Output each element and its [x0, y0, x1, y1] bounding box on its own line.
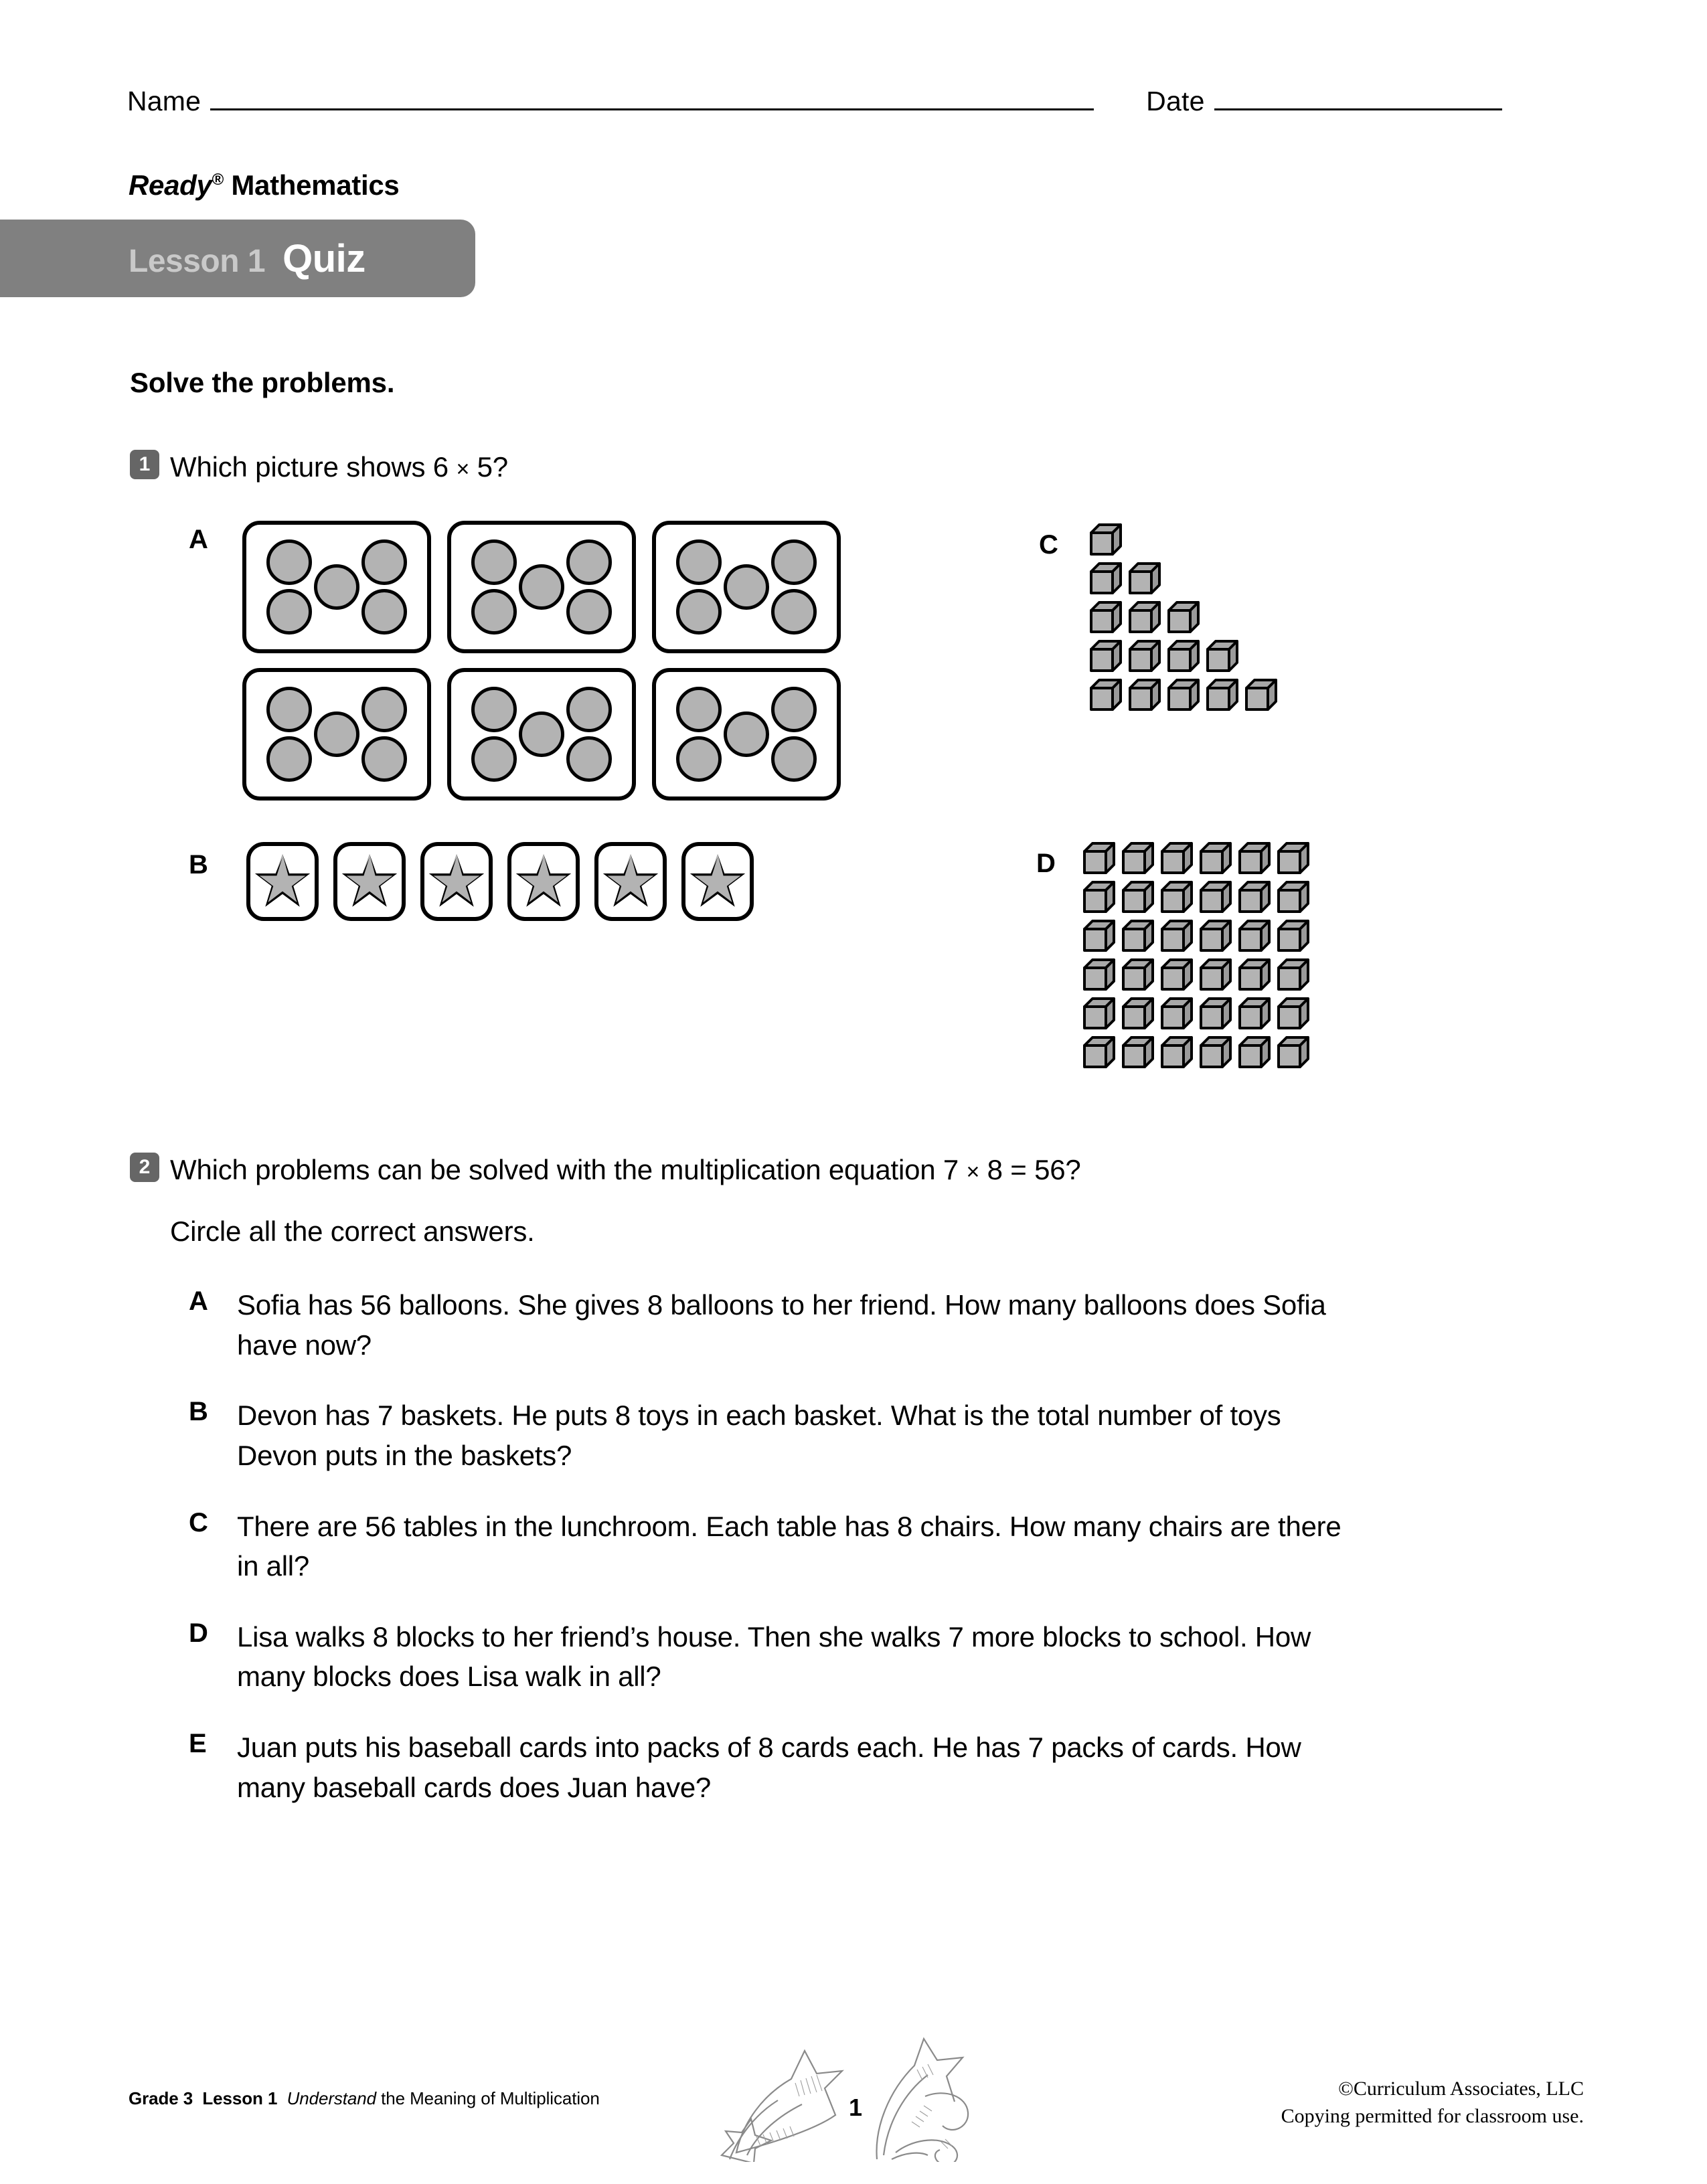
- question-2-option[interactable]: [189, 1285, 1447, 1365]
- cube-icon: [1167, 677, 1201, 711]
- cube-icon: [1167, 639, 1201, 672]
- question-2-option[interactable]: [189, 1396, 1447, 1475]
- dot-card[interactable]: [652, 521, 841, 653]
- cube-row: [1083, 996, 1311, 1029]
- cube-icon: [1129, 639, 1162, 672]
- cube-icon: [1090, 522, 1123, 556]
- page-number: 1: [849, 2094, 863, 2121]
- dot-icon: [361, 736, 407, 782]
- q2-option-letter[interactable]: C: [189, 1507, 208, 1537]
- cube-icon: [1083, 879, 1117, 913]
- registered-mark-icon: ®: [212, 171, 224, 189]
- cube-icon: [1161, 879, 1194, 913]
- banner-lesson-label: Lesson 1: [129, 243, 266, 279]
- cube-icon: [1200, 879, 1233, 913]
- cube-icon: [1277, 918, 1311, 952]
- cube-icon: [1238, 1035, 1272, 1068]
- dot-card[interactable]: [652, 668, 841, 801]
- dot-icon: [676, 539, 722, 585]
- cube-icon: [1129, 677, 1162, 711]
- footer-lesson: Lesson 1: [202, 2088, 278, 2108]
- star-icon: [515, 853, 572, 910]
- question-1-number-badge: 1: [130, 450, 159, 479]
- cube-row: [1090, 677, 1279, 711]
- cube-icon: [1129, 561, 1162, 594]
- dot-icon: [471, 687, 517, 732]
- banner-inner: [0, 236, 365, 281]
- question-2-stem-after: 8 = 56?: [987, 1154, 1081, 1185]
- cube-icon: [1277, 1035, 1311, 1068]
- footer-title-italic: Understand: [287, 2088, 376, 2108]
- question-2: [130, 1153, 1081, 1188]
- star-icon: [254, 853, 311, 910]
- dot-icon: [566, 539, 612, 585]
- question-1: [130, 450, 508, 485]
- cube-icon: [1129, 600, 1162, 633]
- cube-icon: [1277, 879, 1311, 913]
- dot-icon: [771, 687, 817, 732]
- cube-icon: [1090, 561, 1123, 594]
- question-2-subdirection: Circle all the correct answers.: [170, 1215, 535, 1247]
- dot-icon: [566, 687, 612, 732]
- star-icon: [689, 853, 746, 910]
- cube-icon: [1238, 879, 1272, 913]
- cube-icon: [1122, 879, 1155, 913]
- dot-icon: [771, 736, 817, 782]
- cube-row: [1090, 639, 1279, 672]
- footer-lesson-info: [129, 2088, 600, 2109]
- cube-row: [1090, 600, 1279, 633]
- dot-icon: [771, 589, 817, 635]
- cube-row: [1090, 522, 1279, 556]
- q1-option-c-letter[interactable]: C: [1039, 530, 1058, 560]
- cube-icon: [1122, 841, 1155, 874]
- cube-row: [1090, 561, 1279, 594]
- multiplication-sign-icon: ×: [966, 1159, 980, 1185]
- cube-row: [1083, 841, 1311, 874]
- brand-name: Ready: [129, 169, 212, 201]
- dot-icon: [361, 589, 407, 635]
- footer-title-rest: the Meaning of Multiplication: [381, 2088, 600, 2108]
- cube-icon: [1277, 996, 1311, 1029]
- cube-icon: [1083, 957, 1117, 991]
- cube-icon: [1200, 996, 1233, 1029]
- q2-option-text: There are 56 tables in the lunchroom. Each table has 8 chairs. How many chairs are there in all?: [237, 1510, 1342, 1582]
- cube-icon: [1161, 841, 1194, 874]
- dot-icon: [471, 589, 517, 635]
- q2-option-letter[interactable]: E: [189, 1729, 207, 1758]
- cube-icon: [1090, 677, 1123, 711]
- cube-row: [1083, 879, 1311, 913]
- star-card[interactable]: [246, 842, 319, 921]
- copyright-line-1: ©Curriculum Associates, LLC: [1338, 2078, 1584, 2100]
- dot-icon: [471, 539, 517, 585]
- question-2-option[interactable]: [189, 1617, 1447, 1697]
- dot-icon: [314, 711, 359, 757]
- dot-icon: [566, 589, 612, 635]
- question-1-stem-after: 5?: [477, 451, 508, 483]
- dot-icon: [314, 564, 359, 610]
- dot-card-row: [242, 668, 841, 801]
- question-2-stem: [170, 1153, 1081, 1188]
- q2-option-letter[interactable]: B: [189, 1397, 208, 1427]
- star-card[interactable]: [507, 842, 580, 921]
- q2-option-text: Sofia has 56 balloons. She gives 8 balloons to her friend. How many balloons does Sofia have now?: [237, 1289, 1326, 1361]
- star-icon: [341, 853, 398, 910]
- cube-row: [1083, 957, 1311, 991]
- cube-icon: [1206, 677, 1240, 711]
- question-2-option[interactable]: [189, 1507, 1447, 1586]
- dot-icon: [266, 539, 312, 585]
- cube-icon: [1238, 918, 1272, 952]
- cube-icon: [1200, 1035, 1233, 1068]
- brand-title: [129, 169, 399, 201]
- star-card[interactable]: [420, 842, 493, 921]
- q2-option-text: Devon has 7 baskets. He puts 8 toys in each basket. What is the total number of toys Devon puts in the baskets?: [237, 1400, 1281, 1471]
- banner-quiz-label: Quiz: [282, 236, 365, 280]
- star-swoosh-decoration-icon: [716, 2021, 984, 2162]
- dot-icon: [361, 687, 407, 732]
- q1-option-c-cube-staircase[interactable]: [1090, 522, 1279, 711]
- cube-icon: [1161, 918, 1194, 952]
- name-date-row: [127, 86, 1587, 117]
- q1-option-d-cube-array[interactable]: [1083, 841, 1311, 1068]
- question-1-stem: [170, 450, 508, 485]
- copyright-notice: [1281, 2075, 1584, 2130]
- star-icon: [428, 853, 485, 910]
- cube-icon: [1277, 841, 1311, 874]
- dot-icon: [519, 711, 564, 757]
- question-2-stem-before: Which problems can be solved with the multiplication equation 7: [170, 1154, 959, 1185]
- dot-icon: [724, 564, 769, 610]
- cube-icon: [1122, 1035, 1155, 1068]
- star-card[interactable]: [594, 842, 667, 921]
- dot-icon: [266, 687, 312, 732]
- cube-row: [1083, 1035, 1311, 1068]
- dot-card-row: [242, 521, 841, 653]
- cube-icon: [1238, 996, 1272, 1029]
- q2-option-letter[interactable]: A: [189, 1286, 208, 1316]
- q1-option-b-star-cards[interactable]: [246, 842, 754, 921]
- dot-card[interactable]: [447, 668, 636, 801]
- cube-icon: [1200, 841, 1233, 874]
- name-input-line[interactable]: [210, 108, 1094, 110]
- dot-icon: [361, 539, 407, 585]
- lesson-quiz-banner: [0, 220, 475, 297]
- q1-option-b-letter[interactable]: B: [189, 850, 208, 879]
- directions-heading: Solve the problems.: [130, 367, 395, 398]
- cube-icon: [1277, 957, 1311, 991]
- cube-icon: [1122, 996, 1155, 1029]
- cube-icon: [1200, 957, 1233, 991]
- cube-icon: [1083, 1035, 1117, 1068]
- cube-icon: [1161, 957, 1194, 991]
- question-1-stem-before: Which picture shows 6: [170, 451, 449, 483]
- dot-icon: [266, 736, 312, 782]
- cube-icon: [1083, 841, 1117, 874]
- cube-icon: [1083, 996, 1117, 1029]
- dot-icon: [676, 687, 722, 732]
- cube-icon: [1206, 639, 1240, 672]
- star-card[interactable]: [333, 842, 406, 921]
- cube-icon: [1200, 918, 1233, 952]
- cube-icon: [1090, 600, 1123, 633]
- star-card[interactable]: [681, 842, 754, 921]
- cube-icon: [1238, 841, 1272, 874]
- dot-icon: [519, 564, 564, 610]
- question-2-number-badge: 2: [130, 1153, 159, 1182]
- dot-card[interactable]: [242, 521, 431, 653]
- q1-option-a-dot-cards[interactable]: [242, 521, 841, 801]
- dot-icon: [266, 589, 312, 635]
- star-icon: [602, 853, 659, 910]
- name-label: Name: [127, 86, 201, 116]
- dot-icon: [471, 736, 517, 782]
- cube-icon: [1161, 996, 1194, 1029]
- copyright-line-2: Copying permitted for classroom use.: [1281, 2105, 1584, 2128]
- dot-icon: [771, 539, 817, 585]
- multiplication-sign-icon: ×: [456, 456, 470, 482]
- date-label: Date: [1146, 86, 1205, 116]
- cube-icon: [1161, 1035, 1194, 1068]
- q2-option-letter[interactable]: D: [189, 1618, 208, 1648]
- dot-icon: [566, 736, 612, 782]
- date-input-line[interactable]: [1214, 108, 1502, 110]
- cube-icon: [1122, 957, 1155, 991]
- cube-icon: [1167, 600, 1201, 633]
- cube-row: [1083, 918, 1311, 952]
- dot-card[interactable]: [447, 521, 636, 653]
- q2-option-text: Juan puts his baseball cards into packs of 8 cards each. He has 7 packs of cards. How many baseball cards does Juan have?: [237, 1732, 1301, 1803]
- dot-icon: [676, 736, 722, 782]
- cube-icon: [1245, 677, 1279, 711]
- q1-option-d-letter[interactable]: D: [1036, 849, 1056, 878]
- question-2-options: [189, 1285, 1447, 1838]
- dot-card[interactable]: [242, 668, 431, 801]
- brand-subject: Mathematics: [231, 169, 400, 201]
- question-2-option[interactable]: [189, 1728, 1447, 1807]
- cube-icon: [1090, 639, 1123, 672]
- q1-option-a-letter[interactable]: A: [189, 525, 208, 554]
- dot-icon: [676, 589, 722, 635]
- cube-icon: [1083, 918, 1117, 952]
- cube-icon: [1238, 957, 1272, 991]
- cube-icon: [1122, 918, 1155, 952]
- q2-option-text: Lisa walks 8 blocks to her friend’s house. Then she walks 7 more blocks to school. How many blocks does Lisa walk in all?: [237, 1620, 1311, 1693]
- footer-grade: Grade 3: [129, 2088, 193, 2108]
- dot-icon: [724, 711, 769, 757]
